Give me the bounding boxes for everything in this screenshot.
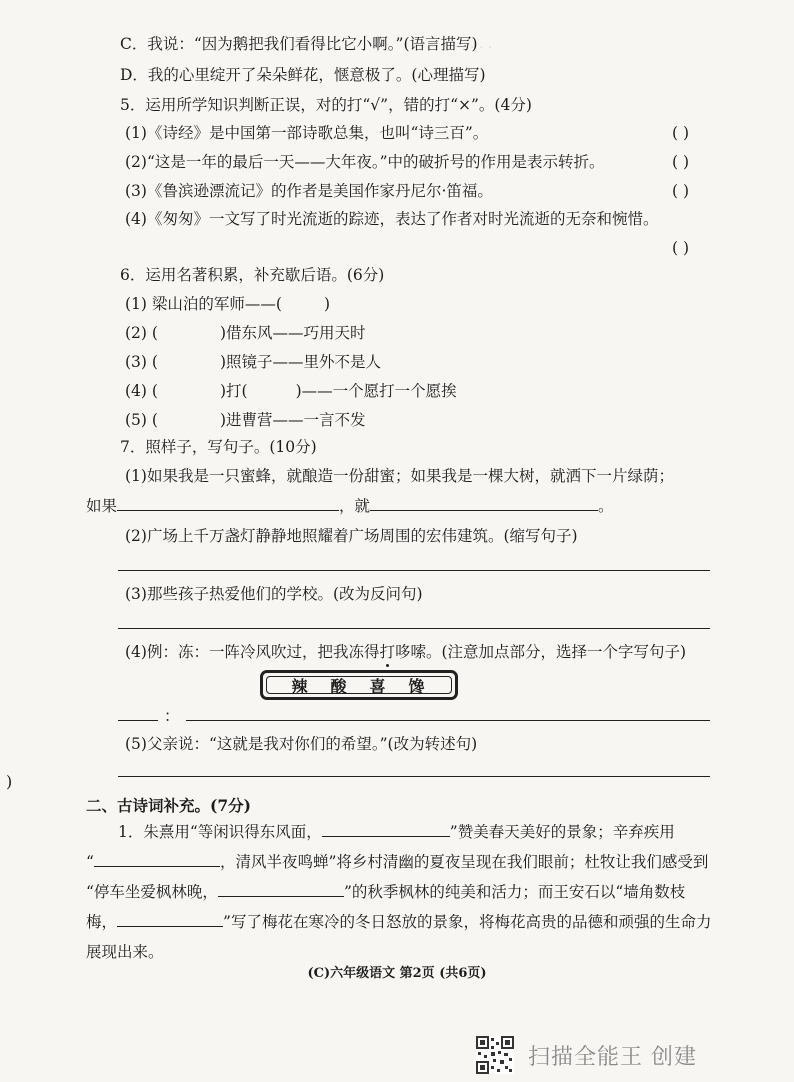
q5-item-4: (4)《匆匆》一文写了时光流逝的踪迹，表达了作者对时光流逝的无奈和惋惜。 (125, 210, 659, 228)
q7-sentence-1-answer (86, 496, 614, 516)
poem-text: ”的秋季枫林的纯美和活力；而王安石以“墙角数枝 (343, 883, 686, 901)
q6-item-num: (2) (125, 324, 147, 342)
q7-then-label: ，就 (339, 497, 371, 515)
poem-text: “停车坐爱枫林晚， (86, 883, 218, 901)
q5-item-1: (1)《诗经》是中国第一部诗歌总集，也叫“诗三百”。 (125, 124, 489, 142)
poem-text: ”赞美春天美好的景象；辛弃疾用 (449, 823, 675, 841)
q4-option-d: D．我的心里绽开了朵朵鲜花，惬意极了。(心理描写) (120, 66, 486, 84)
poem-line-4 (86, 912, 711, 932)
q5-answer-2[interactable]: ( ) (672, 153, 690, 171)
q7-colon: ： (164, 707, 180, 725)
q7-example-post: 。(注意加点部分，选择一个字写句子) (425, 643, 687, 661)
q4-option-c: C．我说：“因为鹅把我们看得比它小啊。”(语言描写) (120, 35, 478, 53)
q6-item-post: )进曹营——一言不发 (219, 411, 366, 429)
poem-line-2 (86, 852, 708, 872)
part2-title: 二、古诗词补充。(7分) (86, 796, 251, 815)
q5-answer-4[interactable]: ( ) (672, 239, 690, 257)
poem-blank-3[interactable] (218, 882, 344, 897)
q7-sentence-4 (125, 642, 686, 662)
q7-then-blank[interactable] (370, 496, 598, 511)
poem-text: ，清风半夜鸣蝉”将乡村清幽的夏夜呈现在我们眼前；杜牧让我们感受到 (219, 853, 709, 871)
q6-item-1 (125, 294, 330, 314)
q7-sentence-1: (1)如果我是一只蜜蜂，就酿造一份甜蜜；如果我是一棵大树，就洒下一片绿荫； (125, 467, 674, 485)
q6-item-num: (1) (125, 295, 147, 313)
q6-item-post: ) (323, 295, 331, 313)
poem-text: 1．朱熹用“等闲识得东风面， (118, 823, 322, 841)
poem-text: ”写了梅花在寒冷的冬日怒放的景象，将梅花高贵的品德和顽强的生命力 (223, 913, 712, 931)
q6-item-2 (125, 323, 366, 343)
word-choice-4: 馋 (408, 676, 427, 696)
q6-item-num: (5) (125, 411, 147, 429)
q5-item-3: (3)《鲁滨逊漂流记》的作者是美国作家丹尼尔·笛福。 (125, 182, 493, 200)
q6-item-post: )——一个愿打一个愿挨 (295, 382, 457, 400)
q7-answer-line-2[interactable] (118, 570, 710, 571)
q6-item-pre: ( (151, 382, 158, 400)
poem-blank-1[interactable] (322, 822, 450, 837)
word-choice-3: 喜 (369, 676, 388, 696)
q6-item-pre: ( (151, 411, 158, 429)
q7-end-mark: 。 (598, 497, 614, 515)
poem-blank-2[interactable] (94, 852, 220, 867)
q7-if-label: 如果 (86, 497, 118, 515)
page-footer: (C)六年级语文 第2页 (共6页) (307, 966, 487, 981)
q7-answer-line-5[interactable] (118, 776, 710, 777)
q6-item-5 (125, 410, 366, 430)
q6-item-pre: ( (151, 324, 158, 342)
poem-line-5: 展现出来。 (86, 943, 164, 961)
word-choice-2: 酸 (330, 676, 349, 696)
q6-item-num: (4) (125, 382, 147, 400)
q5-item-2: (2)“这是一年的最后一天——大年夜。”中的破折号的作用是表示转折。 (125, 153, 605, 171)
q6-item-num: (3) (125, 353, 147, 371)
q7-sentence-3: (3)那些孩子热爱他们的学校。(改为反问句) (125, 585, 423, 603)
word-choice-box (260, 670, 458, 700)
poem-text: “ (86, 853, 94, 871)
margin-bracket: ) (6, 772, 13, 791)
q6-item-4 (125, 381, 457, 401)
poem-text: 梅， (86, 913, 118, 931)
word-choice-1: 辣 (291, 676, 310, 696)
q5-title: 5．运用所学知识判断正误，对的打“√”，错的打“×”。(4分) (120, 96, 532, 114)
q7-dotted-words: 冻得打哆嗦 (348, 643, 426, 661)
q6-item-pre: 梁山泊的军师——( (151, 295, 282, 313)
q6-item-mid: )打( (219, 382, 248, 400)
bleed-through-text: · · · (470, 40, 493, 56)
q7-word-blank[interactable] (118, 720, 158, 721)
q5-answer-3[interactable]: ( ) (672, 182, 690, 200)
q7-sentence-2: (2)广场上千万盏灯静静地照耀着广场周围的宏伟建筑。(缩写句子) (125, 527, 578, 545)
q7-example-pre: (4)例：冻：一阵冷风吹过，把我 (125, 643, 349, 661)
watermark-text: 扫描全能王 创建 (528, 1045, 697, 1070)
q7-sentence-5: (5)父亲说：“这就是我对你们的希望。”(改为转述句) (125, 735, 478, 753)
poem-line-1 (118, 822, 675, 842)
q6-title: 6．运用名著积累，补充歇后语。(6分) (120, 266, 385, 284)
q6-item-post: )照镜子——里外不是人 (219, 353, 382, 371)
q6-item-post: )借东风——巧用天时 (219, 324, 366, 342)
q7-title: 7．照样子，写句子。(10分) (120, 438, 317, 456)
q6-item-3 (125, 352, 381, 372)
q5-answer-1[interactable]: ( ) (672, 124, 690, 142)
q7-answer-line-4[interactable] (186, 720, 710, 721)
q7-answer-line-3[interactable] (118, 628, 710, 629)
poem-line-3 (86, 882, 685, 902)
q6-item-pre: ( (151, 353, 158, 371)
qr-code-icon (476, 1036, 514, 1074)
poem-blank-4[interactable] (117, 912, 223, 927)
q7-if-blank[interactable] (117, 496, 339, 511)
